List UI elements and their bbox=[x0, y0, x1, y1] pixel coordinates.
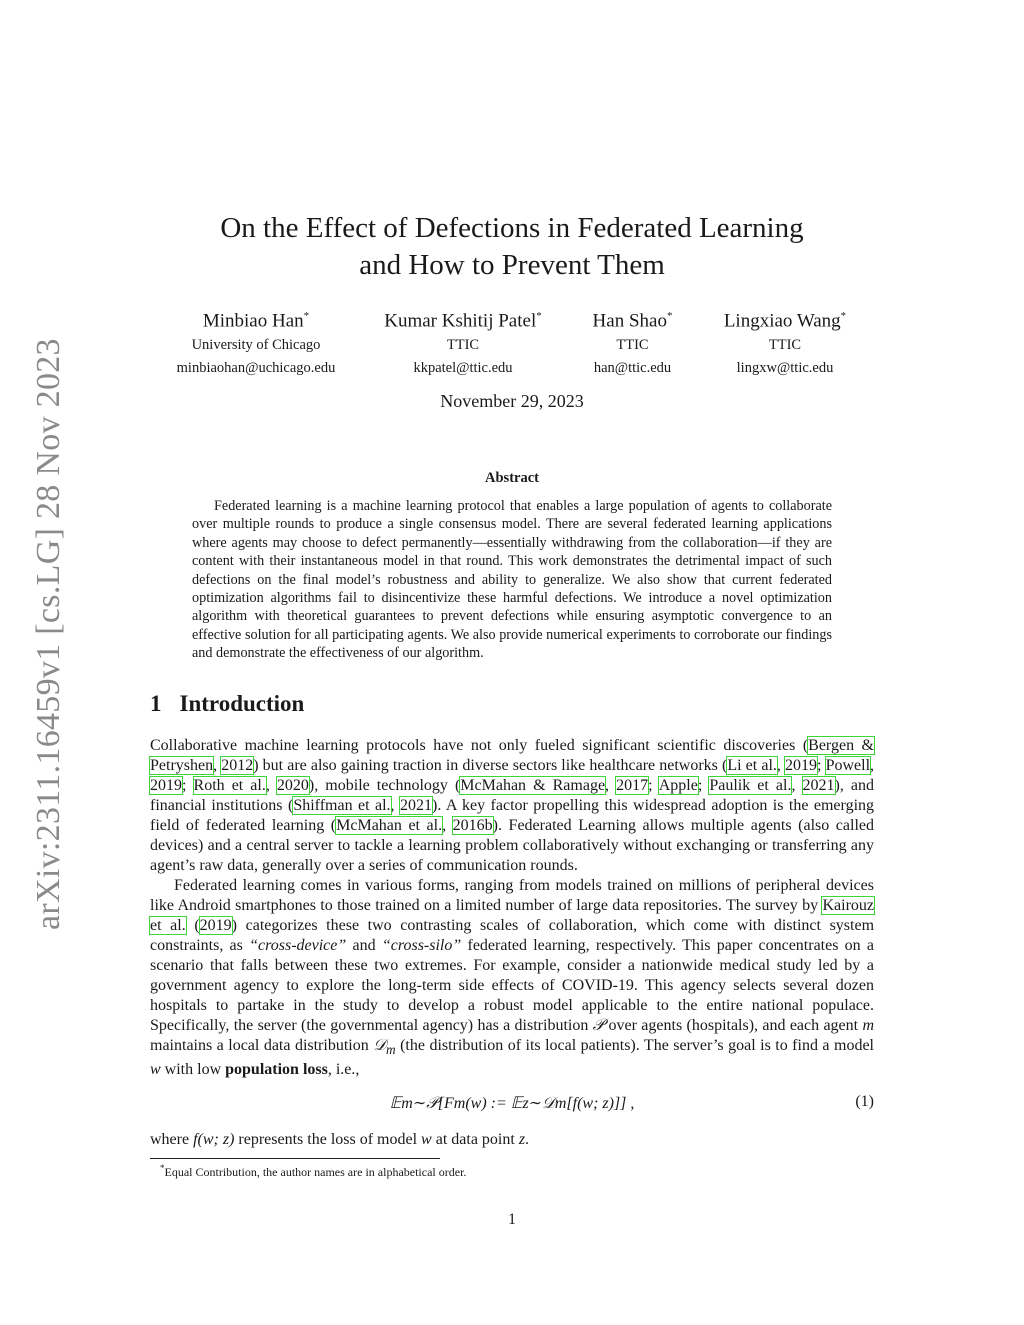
text-run: ( bbox=[185, 917, 200, 934]
text-run: ), and financial institutions ( bbox=[150, 777, 875, 814]
math-symbol: 𝒟 bbox=[373, 1037, 386, 1054]
intro-paragraph-2 bbox=[150, 876, 874, 1080]
abstract-heading: Abstract bbox=[485, 470, 539, 486]
author-block bbox=[372, 304, 554, 379]
author-name: Minbiao Han bbox=[202, 310, 304, 332]
text-run: where bbox=[150, 1131, 194, 1148]
author-email: han@ttic.edu bbox=[593, 360, 672, 377]
text-run: , bbox=[605, 777, 617, 794]
section-number: 1 bbox=[150, 691, 162, 716]
text-run: Collaborative machine learning protocols have not only fueled significant scientific discoveries ( bbox=[150, 737, 809, 754]
arxiv-identifier-stamp: arXiv:2311.16459v1 [cs.LG] 28 Nov 2023 bbox=[30, 338, 67, 930]
text-run: , bbox=[390, 797, 400, 814]
author-name: Han Shao bbox=[592, 310, 667, 332]
math-symbol: m bbox=[862, 1017, 874, 1034]
equation-1 bbox=[150, 1093, 874, 1115]
author-name: Lingxiao Wang bbox=[723, 310, 841, 332]
text-run: , bbox=[791, 777, 803, 794]
text-run: ) categorizes these two contrasting scales of collaboration, which come with distinct system constraints, as bbox=[150, 917, 875, 954]
author-name: Kumar Kshitij Patel bbox=[384, 310, 537, 332]
footnote-divider bbox=[150, 1158, 440, 1159]
text-run: ; bbox=[817, 757, 826, 774]
citation-link[interactable]: 2019 bbox=[150, 777, 182, 794]
title-line-1: On the Effect of Defections in Federated Learning bbox=[220, 212, 804, 244]
intro-paragraph-1 bbox=[150, 736, 874, 876]
citation-link[interactable]: McMahan & Ramage bbox=[460, 777, 606, 794]
footnote bbox=[160, 1163, 466, 1180]
author-mark: * bbox=[840, 310, 847, 322]
text-run: ), mobile technology ( bbox=[308, 777, 461, 794]
text-run: represents the loss of model bbox=[234, 1131, 422, 1148]
citation-link[interactable]: 2021 bbox=[802, 777, 835, 794]
emphasis-cross-silo: “cross-silo” bbox=[381, 937, 462, 954]
section-heading bbox=[150, 691, 304, 717]
text-run: ; bbox=[182, 777, 194, 794]
text-run: ). A key factor propelling this widespread adoption is the emerging field of federated learning ( bbox=[150, 797, 875, 834]
author-email: kkpatel@ttic.edu bbox=[413, 360, 513, 377]
text-run: over agents (hospitals), and each agent bbox=[604, 1017, 863, 1034]
text-run: . bbox=[525, 1131, 530, 1148]
abstract-text: Federated learning is a machine learning protocol that enables a large population of agents to collaborate over multiple rounds to produce a single consensus model. There are several federated learning applications where agents may choose to defect permanently—essentially withdrawing from the collaboration—if they are content with their instantaneous model in that round. This work demonstrates the detrimental impact of such defections on the final model’s robustness and ability to generalize. We also show that current federated optimization algorithms fail to disincentivize these harmful defections. We introduce a novel optimization algorithm with theoretical guarantees to prevent defections while ensuring asymptotic convergence to an effective solution for all participating agents. We also provide numerical experiments to corroborate our findings and demonstrate the effectiveness of our algorithm. bbox=[192, 498, 832, 662]
text-run: , i.e., bbox=[327, 1061, 360, 1079]
text-run: , bbox=[213, 757, 222, 774]
text-run: , bbox=[776, 757, 786, 774]
text-run: at data point bbox=[431, 1131, 519, 1148]
math-subscript: m bbox=[385, 1042, 396, 1058]
equation-expression: 𝔼m∼𝒫[Fm(w) := 𝔼z∼𝒟m[f(w; z)]] , bbox=[389, 1095, 635, 1112]
author-affiliation: TTIC bbox=[768, 337, 802, 354]
text-run: , bbox=[870, 757, 875, 774]
author-email: minbiaohan@uchicago.edu bbox=[176, 360, 336, 377]
citation-link[interactable]: McMahan et al. bbox=[336, 817, 443, 834]
bold-term: population loss bbox=[225, 1061, 328, 1079]
text-run: with low bbox=[160, 1061, 226, 1079]
citation-link[interactable]: Roth et al. bbox=[193, 777, 266, 794]
text-run: federated learning, respectively. This paper concentrates on a scenario that falls between these two extremes. For example, consider a nationwide medical study led by a government agency to explore the long-term side effects of COVID-19. This agency selects several dozen hospitals to partake in the study to develop a robust model applicable to the entire national populace. Specifically, the server (the governmental agency) has a distribution bbox=[150, 937, 875, 1034]
citation-link[interactable]: 2012 bbox=[221, 757, 254, 774]
text-run: ) but are also gaining traction in diverse sectors like healthcare networks ( bbox=[253, 757, 728, 774]
citation-link[interactable]: 2020 bbox=[276, 777, 309, 794]
math-symbol: f(w; z) bbox=[193, 1131, 235, 1148]
author-block bbox=[165, 304, 347, 379]
text-run: ; bbox=[648, 777, 659, 794]
citation-link[interactable]: Bergen & Petryshen bbox=[150, 737, 875, 774]
publication-date: November 29, 2023 bbox=[440, 391, 584, 411]
citation-link[interactable]: Shiffman et al. bbox=[293, 797, 391, 814]
author-affiliation: TTIC bbox=[446, 337, 480, 354]
text-run: , bbox=[442, 817, 453, 834]
text-run: and bbox=[346, 937, 382, 954]
author-block bbox=[705, 304, 865, 379]
emphasis-cross-device: “cross-device” bbox=[249, 937, 347, 954]
citation-link[interactable]: Kairouz et al. bbox=[150, 897, 874, 934]
text-run: (the distribution of its local patients). The server’s goal is to find a model bbox=[395, 1037, 874, 1054]
text-run: ). Federated Learning allows multiple agents (also called devices) and a central server to tackle a learning problem collaboratively without exchanging or transferring any agent’s raw data, generally over a series of communication rounds. bbox=[150, 817, 875, 874]
author-mark: * bbox=[666, 310, 673, 322]
math-symbol: w bbox=[150, 1061, 161, 1079]
citation-link[interactable]: 2021 bbox=[400, 797, 432, 814]
author-mark: * bbox=[303, 310, 310, 322]
citation-link[interactable]: Paulik et al. bbox=[709, 777, 792, 794]
citation-link[interactable]: Powell bbox=[825, 757, 871, 774]
footnote-mark: * bbox=[160, 1163, 165, 1173]
citation-link[interactable]: Apple bbox=[658, 777, 698, 794]
author-mark: * bbox=[536, 310, 542, 322]
author-affiliation: TTIC bbox=[616, 337, 649, 354]
math-symbol: 𝒫 bbox=[592, 1017, 605, 1034]
footnote-text: Equal Contribution, the author names are in alphabetical order. bbox=[164, 1165, 467, 1179]
math-symbol: w bbox=[421, 1131, 432, 1148]
author-email: lingxw@ttic.edu bbox=[736, 360, 834, 377]
paper-title bbox=[150, 210, 874, 284]
page-number: 1 bbox=[508, 1211, 516, 1228]
section-title: Introduction bbox=[179, 691, 305, 716]
title-line-2: and How to Prevent Them bbox=[359, 249, 665, 281]
citation-link[interactable]: 2019 bbox=[199, 917, 232, 934]
text-run: ; bbox=[697, 777, 710, 794]
citation-link[interactable]: 2017 bbox=[616, 777, 649, 794]
text-run: maintains a local data distribution bbox=[150, 1037, 374, 1054]
intro-paragraph-3 bbox=[150, 1130, 874, 1150]
text-run: Federated learning comes in various forms, ranging from models trained on millions of peripheral devices like Android smartphones to those trained on a limited number of large data repositories. The survey by bbox=[150, 877, 874, 914]
text-run: , bbox=[265, 777, 277, 794]
equation-number: (1) bbox=[855, 1093, 874, 1110]
author-block bbox=[575, 304, 690, 379]
math-symbol: z bbox=[518, 1131, 526, 1148]
citation-link[interactable]: 2016b bbox=[452, 817, 493, 834]
author-affiliation: University of Chicago bbox=[191, 337, 321, 354]
citation-link[interactable]: Li et al. bbox=[727, 757, 777, 774]
citation-link[interactable]: 2019 bbox=[785, 757, 818, 774]
